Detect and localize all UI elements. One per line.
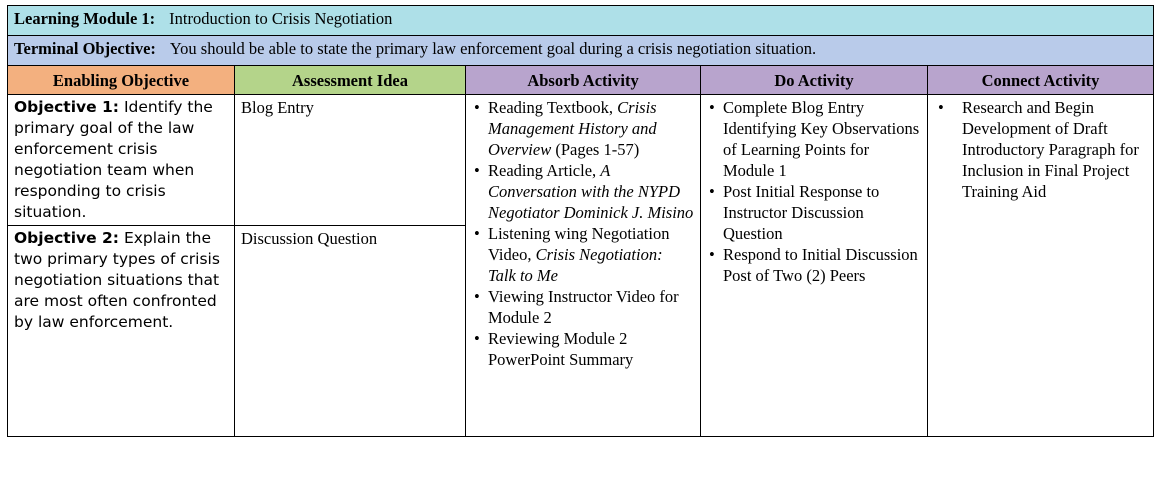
objective-2-label: Objective 2:	[14, 229, 120, 247]
header-assessment-idea: Assessment Idea	[235, 66, 466, 95]
absorb-item-5: • Reviewing Module 2 PowerPoint Summary	[488, 328, 694, 370]
absorb-item-2: • Reading Article, A Conversation with the NYPD Negotiator Dominick J. Misino	[488, 160, 694, 223]
objective-2-text: Explain the two primary types of crisis negotiation situations that are most often confronted by law enforcement.	[14, 229, 220, 331]
module-label: Learning Module 1:	[14, 9, 156, 28]
do-item-2: • Post Initial Response to Instructor Discussion Question	[723, 181, 921, 244]
objective-1-text: Identify the primary goal of the law enforcement crisis negotiation team when responding to crisis situation.	[14, 98, 213, 221]
module-cell	[8, 6, 1154, 36]
objective-2-cell	[8, 226, 235, 437]
connect-item-1: • Research and Begin Development of Draft Introductory Paragraph for Inclusion in Final Project Training Aid	[962, 97, 1147, 202]
header-row	[8, 66, 1154, 95]
connect-activity-list	[934, 97, 1147, 202]
learning-module-document	[7, 5, 1153, 437]
header-enabling-objective: Enabling Objective	[8, 66, 235, 95]
terminal-text: You should be able to state the primary law enforcement goal during a crisis negotiation situation.	[169, 39, 817, 58]
absorb-item-4: • Viewing Instructor Video for Module 2	[488, 286, 694, 328]
terminal-cell	[8, 36, 1154, 66]
terminal-label: Terminal Objective:	[14, 39, 156, 58]
module-row	[8, 6, 1154, 36]
module-title: Introduction to Crisis Negotiation	[169, 9, 393, 28]
absorb-activity-cell	[466, 95, 701, 437]
absorb-item-1: • Reading Textbook, Crisis Management History and Overview (Pages 1-57)	[488, 97, 694, 160]
absorb-item-2-title: A Conversation with the NYPD Negotiator Dominick J. Misino	[488, 161, 694, 222]
learning-module-table	[7, 5, 1154, 437]
header-do-activity: Do Activity	[701, 66, 928, 95]
absorb-item-3-title: Crisis Negotiation: Talk to Me	[488, 245, 663, 285]
objective-row-1	[8, 95, 1154, 226]
header-connect-activity: Connect Activity	[928, 66, 1154, 95]
terminal-row	[8, 36, 1154, 66]
absorb-activity-list	[472, 97, 694, 370]
header-absorb-activity: Absorb Activity	[466, 66, 701, 95]
assessment-1-cell: Blog Entry	[235, 95, 466, 226]
do-activity-cell	[701, 95, 928, 437]
objective-1-label: Objective 1:	[14, 98, 120, 116]
assessment-2-cell: Discussion Question	[235, 226, 466, 437]
connect-activity-cell	[928, 95, 1154, 437]
absorb-item-1-title: Crisis Management History and Overview	[488, 98, 657, 159]
absorb-item-3: • Listening wing Negotiation Video, Crisis Negotiation: Talk to Me	[488, 223, 694, 286]
objective-1-cell	[8, 95, 235, 226]
do-item-3: • Respond to Initial Discussion Post of Two (2) Peers	[723, 244, 921, 286]
do-item-1: • Complete Blog Entry Identifying Key Observations of Learning Points for Module 1	[723, 97, 921, 181]
do-activity-list	[707, 97, 921, 286]
